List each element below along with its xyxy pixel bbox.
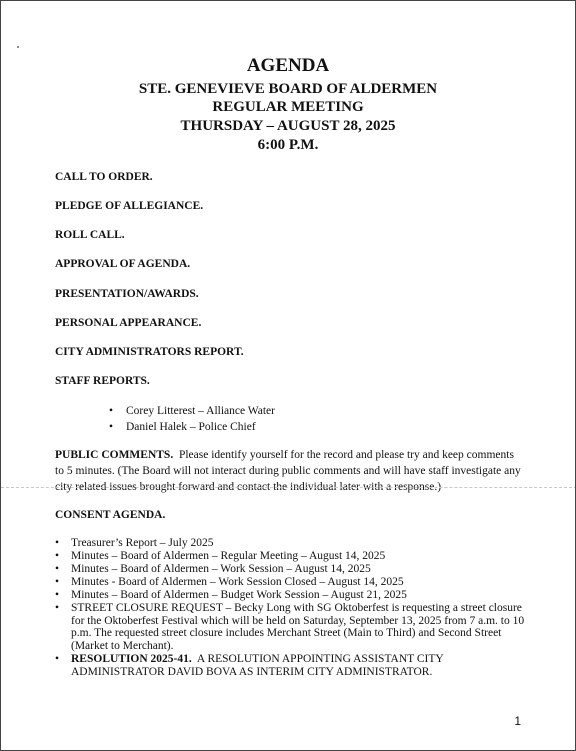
section-personal-appearance: PERSONAL APPEARANCE. <box>55 317 202 329</box>
bullet: • <box>55 550 60 562</box>
consent-item <box>55 550 525 563</box>
consent-item-text: Minutes - Board of Aldermen – Work Session Closed – August 14, 2025 <box>71 576 404 588</box>
bullet: • <box>55 602 60 614</box>
consent-item-resolution <box>55 653 525 678</box>
consent-item <box>55 537 525 550</box>
consent-item-text: Minutes – Board of Aldermen – Budget Work Session – August 21, 2025 <box>71 589 407 601</box>
consent-item <box>55 563 525 576</box>
consent-item <box>55 589 525 602</box>
consent-item-text: Treasurer’s Report – July 2025 <box>71 537 214 549</box>
consent-item <box>55 576 525 589</box>
scan-artifact-line <box>1 487 576 488</box>
section-consent-agenda: CONSENT AGENDA. <box>55 509 166 521</box>
consent-item-text: Minutes – Board of Aldermen – Work Session – August 14, 2025 <box>71 563 371 575</box>
resolution-label: RESOLUTION 2025-41. <box>71 653 192 665</box>
consent-item-text: STREET CLOSURE REQUEST – Becky Long with SG Oktoberfest is requesting a street closure for the Oktoberfest Festival which will be held on Saturday, September 13, 2025 from 7 a.m. to 10 p.m. The requested street closure includes Merchant Street (Main to Third) and Second Street (Market to Merchant). <box>71 602 525 652</box>
section-staff-reports: STAFF REPORTS. <box>55 375 150 387</box>
bullet: • <box>109 405 114 417</box>
bullet: • <box>55 563 60 575</box>
bullet: • <box>55 576 60 588</box>
section-call-to-order: CALL TO ORDER. <box>55 171 153 183</box>
meeting-type: REGULAR MEETING <box>212 99 364 115</box>
section-presentation: PRESENTATION/AWARDS. <box>55 288 199 300</box>
consent-item-text: Minutes – Board of Aldermen – Regular Meeting – August 14, 2025 <box>71 550 386 562</box>
section-admin-report: CITY ADMINISTRATORS REPORT. <box>55 346 244 358</box>
bullet: • <box>55 589 60 601</box>
bullet: • <box>55 537 60 549</box>
meeting-date: THURSDAY – AUGUST 28, 2025 <box>180 118 396 134</box>
board-name: STE. GENEVIEVE BOARD OF ALDERMEN <box>138 81 438 97</box>
public-comments-label: PUBLIC COMMENTS. <box>55 449 174 461</box>
section-roll-call: ROLL CALL. <box>55 229 125 241</box>
meeting-time: 6:00 P.M. <box>257 137 319 153</box>
page-number: 1 <box>514 714 521 728</box>
bullet: • <box>109 421 114 433</box>
resolution-body: A RESOLUTION APPOINTING ASSISTANT CITY ADMINISTRATOR DAVID BOVA AS INTERIM CITY ADMINISTRATOR. <box>71 653 444 678</box>
consent-item <box>55 602 525 652</box>
section-pledge: PLEDGE OF ALLEGIANCE. <box>55 200 204 212</box>
staff-item-text: Daniel Halek – Police Chief <box>126 421 256 433</box>
scan-speck <box>17 46 19 48</box>
section-approval: APPROVAL OF AGENDA. <box>55 258 191 270</box>
agenda-title: AGENDA <box>246 55 330 76</box>
public-comments-text: Please identify yourself for the record and please try and keep comments to 5 minutes. (The Board will not interact during public comments and will have staff investigate any city related issues brought forward and contact the individual later with a response.) <box>55 449 521 493</box>
resolution-text <box>71 653 525 678</box>
bullet: • <box>55 653 60 665</box>
staff-item-text: Corey Litterest – Alliance Water <box>126 405 275 417</box>
